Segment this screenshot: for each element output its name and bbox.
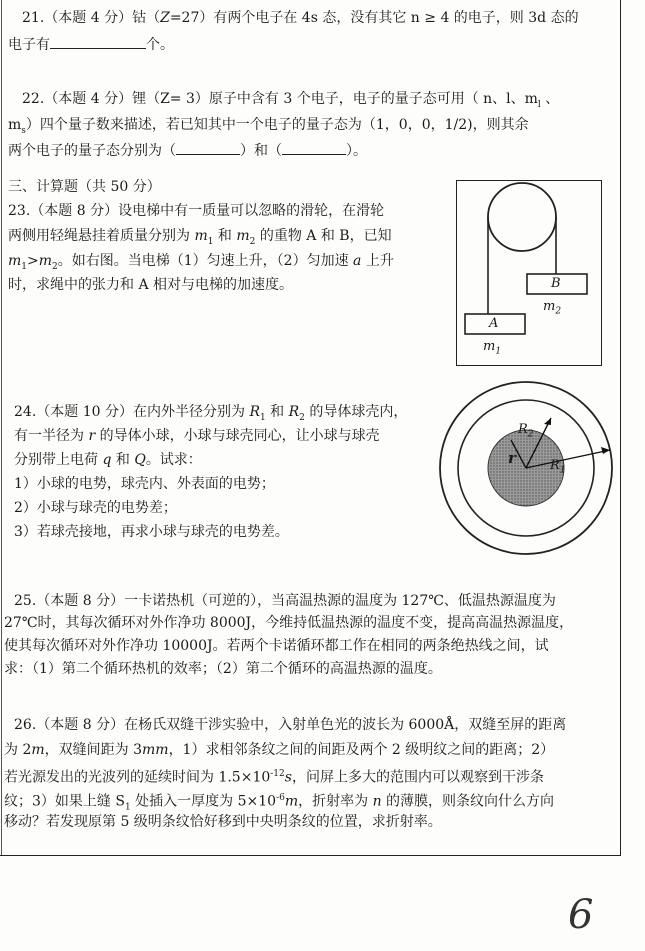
- q22-line2: $m_s$）四个量子数来描述，若已知其中一个电子的量子态为（1，0，0，1/2)，则其余: [8, 117, 529, 136]
- q22-line3: 两个电子的量子态分别为（ ）和（ ）。: [8, 140, 367, 161]
- q26-line1: 26.（本题 8 分）在杨氏双缝干涉实验中，入射单色光的波长为 6000Å，双缝至屏的距离: [14, 717, 567, 733]
- mass-b-label: B: [551, 276, 561, 291]
- q25-line1: 25.（本题 8 分）一卡诺热机（可逆的），当高温热源的温度为 127℃、低温热源温度为: [14, 593, 556, 609]
- q26-line4: 纹；3）如果上缝 $S_1$ 处插入一厚度为 $5\times 10^{-6}m$，折射率为 n 的薄膜，则条纹向什么方向: [4, 793, 555, 813]
- section-title: 三、计算题（共 50 分）: [8, 179, 161, 195]
- sphere-shell-diagram: [436, 378, 616, 558]
- page-number: 6: [568, 892, 594, 938]
- q22-answer-blank-1[interactable]: [176, 140, 240, 155]
- q22-line1: 22.（本题 4 分）锂（Z= 3）原子中含有 3 个电子，电子的量子态可用（ n、l、$m_l$ 、: [22, 91, 560, 110]
- pulley-diagram: [457, 181, 601, 365]
- q21-answer-blank[interactable]: [50, 34, 146, 49]
- m1-label: $m_1$: [483, 339, 502, 357]
- q24-item1: 1）小球的电势，球壳内、外表面的电势；: [14, 476, 275, 492]
- small-r-label: r: [508, 449, 516, 467]
- q23-line3: $m_1>m_2$。如右图。当电梯（1）匀速上升，（2）匀加速 a 上升: [8, 253, 394, 272]
- pulley-icon: [488, 183, 556, 251]
- q22-answer-blank-2[interactable]: [282, 140, 346, 155]
- R2-label: $R_2$: [518, 422, 534, 440]
- q24-line2: 有一半径为 r 的导体小球，小球与球壳同心，让小球与球壳: [14, 428, 380, 444]
- elevator-figure: [456, 180, 602, 366]
- m2-label: $m_2$: [543, 299, 562, 317]
- mass-a-label: A: [489, 316, 499, 331]
- q24-item2: 2）小球与球壳的电势差；: [14, 500, 177, 516]
- q24-item3: 3）若球壳接地，再求小球与球壳的电势差。: [14, 524, 289, 540]
- q24-line3: 分别带上电荷 q 和 Q。试求：: [14, 452, 202, 468]
- q23-line2: 两侧用轻绳悬挂着质量分别为 $m_1$ 和 $m_2$ 的重物 A 和 B，已知: [8, 228, 392, 247]
- q25-line3: 使其每次循环对外作净功 10000J。若两个卡诺循环都工作在相同的两条绝热线之间，试: [4, 638, 549, 654]
- R1-label: $R_1$: [550, 458, 566, 476]
- q26-line5: 移动？若发现原第 5 级明条纹恰好移到中央明条纹的位置，求折射率。: [4, 814, 442, 830]
- q25-line2: 27℃时，其每次循环对外作净功 8000J，今维持低温热源的温度不变，提高高温热源温度，: [4, 615, 574, 631]
- q25-line4: 求：（1）第二个循环热机的效率；（2）第二个循环的高温热源的温度。: [4, 661, 442, 677]
- page-frame-left-edge: [1, 0, 2, 855]
- q21-line1: 21.（本题 4 分）钴（Z=27）有两个电子在 4s 态，没有其它 n ≥ 4 的电子，则 3d 态的: [22, 10, 579, 26]
- q26-line3: 若光源发出的光波列的延续时间为 $1.5\times 10^{-12}s$，问屏上多大的范围内可以观察到干涉条: [4, 769, 544, 786]
- q21-line2: 电子有 个。: [8, 34, 174, 55]
- q26-line2: 为 2m，双缝间距为 3mm，1）求相邻条纹之间的间距及两个 2 级明纹之间的距离；2）: [4, 742, 555, 758]
- q23-line1: 23.（本题 8 分）设电梯中有一质量可以忽略的滑轮，在滑轮: [8, 203, 385, 219]
- q23-line4: 时，求绳中的张力和 A 相对与电梯的加速度。: [8, 277, 294, 293]
- q24-line1: 24.（本题 10 分）在内外半径分别为 $R_1$ 和 $R_2$ 的导体球壳内，: [14, 404, 408, 423]
